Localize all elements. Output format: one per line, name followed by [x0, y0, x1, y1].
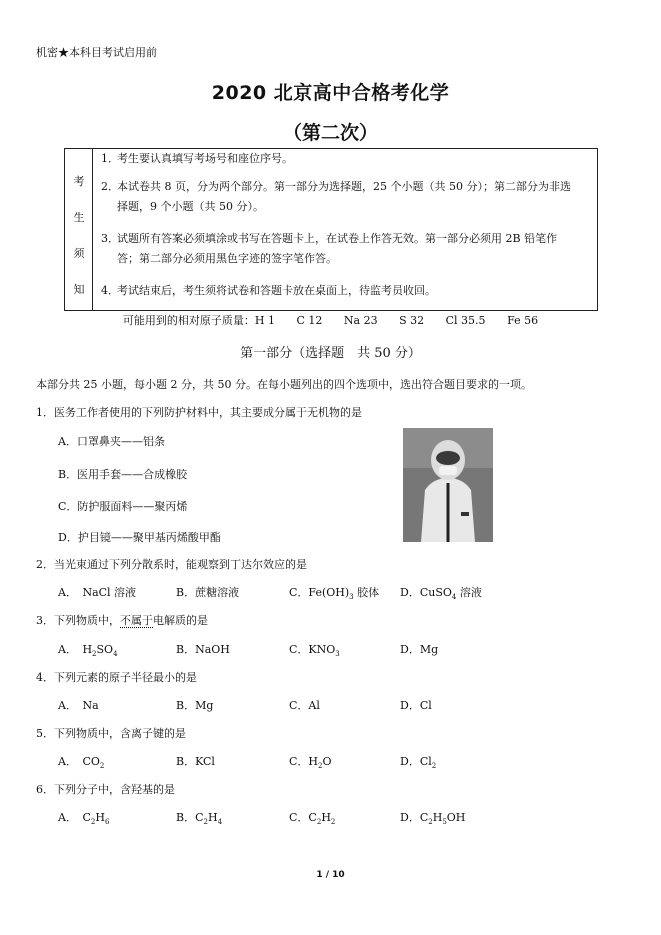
notice-item-number: 1． — [101, 152, 119, 165]
option-tail: H — [321, 811, 331, 824]
notice-heading — [65, 149, 93, 310]
notice-item — [101, 281, 591, 301]
option-subscript: 2 — [92, 650, 97, 659]
option-tail: 胶体 — [353, 586, 380, 599]
option — [289, 753, 332, 770]
notice-item-number: 4． — [101, 284, 119, 297]
option: B．NaOH — [176, 643, 230, 656]
option: D．护目镜——聚甲基丙烯酸甲酯 — [58, 531, 221, 544]
atomic-mass: C 12 — [296, 314, 323, 327]
option — [400, 753, 436, 770]
option — [176, 809, 222, 826]
notice-item — [101, 177, 591, 217]
option-text: C．Fe(OH) — [289, 586, 350, 599]
option-subscript: 2 — [99, 762, 105, 771]
atomic-mass: Na 23 — [343, 314, 378, 327]
option-text: A． CO — [58, 755, 100, 768]
option-subscript: 4 — [451, 593, 457, 602]
option: B．医用手套——合成橡胶 — [58, 468, 188, 481]
notice-item-number: 3． — [101, 232, 119, 245]
confidential-label: 机密★本科目考试启用前 — [36, 46, 157, 59]
option: A． Na — [58, 699, 99, 712]
notice-item-text: 考生要认真填写考场号和座位序号。 — [117, 152, 293, 165]
option-tail: H — [207, 811, 218, 824]
atomic-mass: S 32 — [399, 314, 425, 327]
notice-item-text: 试题所有答案必须填涂或书写在答题卡上，在试卷上作答无效。第一部分必须用 2B 铅笔作 — [117, 232, 558, 245]
option — [289, 584, 379, 601]
page-subtitle: （第二次） — [282, 122, 378, 144]
option-tail: 溶液 — [456, 586, 482, 599]
question-stem: 2．当光束通过下列分散系时，能观察到丁达尔效应的是 — [36, 558, 307, 571]
option: B．Mg — [176, 699, 214, 712]
option: D．Mg — [400, 643, 439, 656]
option: C．Al — [289, 699, 320, 712]
option: B．KCl — [176, 755, 215, 768]
option-tail: H — [95, 811, 105, 824]
atomic-mass: Cl 35.5 — [445, 314, 486, 327]
notice-item-number: 2． — [101, 180, 119, 193]
notice-item-text-cont: 择题，9 个小题（共 50 分）。 — [117, 200, 264, 213]
option-text: A． C — [58, 811, 91, 824]
question-stem: 6．下列分子中，含羟基的是 — [36, 783, 175, 796]
notice-item-text-cont: 答；第二部分必须用黑色字迹的签字笔作答。 — [117, 252, 337, 265]
notice-box — [64, 148, 598, 311]
option-text: C．C — [289, 811, 317, 824]
option-subscript: 2 — [330, 818, 336, 827]
option — [400, 809, 465, 826]
option-subscript: 3 — [335, 650, 340, 659]
option — [58, 809, 109, 826]
option-subscript: 5 — [442, 818, 447, 827]
question-stem: 1．医务工作者使用的下列防护材料中，其主要成分属于无机物的是 — [36, 406, 362, 419]
question-stem: 4．下列元素的原子半径最小的是 — [36, 671, 197, 684]
option-text: C．H — [289, 755, 319, 768]
section-title: 第一部分（选择题 共 50 分） — [240, 346, 421, 361]
section-intro: 本部分共 25 小题，每小题 2 分，共 50 分。在每小题列出的四个选项中，选出符合题目要求的一项。 — [36, 378, 532, 391]
option-tail: SO — [96, 643, 114, 656]
option — [289, 641, 340, 658]
page-title: 2020 北京高中合格考化学 — [211, 82, 450, 104]
option-text: C．KNO — [289, 643, 336, 656]
stem-text: 3．下列物质中， — [36, 614, 120, 627]
atomic-masses-label: 可能用到的相对原子质量：H 1 — [122, 314, 275, 327]
atomic-mass: Fe 56 — [507, 314, 539, 327]
option: A． NaCl 溶液 — [58, 586, 137, 599]
option-text: D．CuSO — [400, 586, 452, 599]
option-subscript: 3 — [349, 593, 354, 602]
question-stem — [36, 612, 208, 628]
notice-head-char: 须 — [73, 247, 85, 260]
option-subscript: 2 — [318, 762, 323, 771]
option-subscript: 2 — [90, 818, 96, 827]
option — [400, 584, 482, 601]
option-text: A． H — [58, 643, 93, 656]
option-subscript: 2 — [431, 762, 437, 771]
option-tail: O — [322, 755, 332, 768]
notice-head-char: 知 — [73, 283, 85, 296]
option-tail: H — [432, 811, 443, 824]
option: A．口罩鼻夹——铝条 — [58, 435, 165, 448]
option: D．Cl — [400, 699, 432, 712]
option-subscript: 2 — [316, 818, 322, 827]
notice-head-char: 生 — [73, 211, 85, 224]
option — [58, 641, 118, 658]
option-text: B．C — [176, 811, 204, 824]
atomic-masses — [0, 312, 661, 328]
notice-item-text: 本试卷共 8 页，分为两个部分。第一部分为选择题，25 个小题（共 50 分）；第二部分为非选 — [117, 180, 571, 193]
page-number: 1 / 10 — [316, 870, 345, 880]
option — [58, 753, 104, 770]
notice-item-text: 考试结束后，考生须将试卷和答题卡放在桌面上，待监考员收回。 — [117, 284, 436, 297]
notice-item — [101, 229, 591, 269]
notice-item — [101, 149, 591, 169]
option-subscript: 6 — [104, 818, 110, 827]
question-stem: 5．下列物质中，含离子键的是 — [36, 727, 186, 740]
option-subscript: 2 — [203, 818, 208, 827]
option-text: D．Cl — [400, 755, 432, 768]
medical-worker-photo — [403, 428, 493, 542]
option-subscript: 4 — [217, 818, 223, 827]
stem-text: 电解质的是 — [153, 614, 208, 627]
option — [289, 809, 335, 826]
option: B．蔗糖溶液 — [176, 586, 240, 599]
option-text: D．C — [400, 811, 429, 824]
option-subscript: 2 — [428, 818, 433, 827]
option-subscript: 4 — [113, 650, 118, 659]
stem-emphasis: 不属于 — [120, 614, 153, 627]
notice-head-char: 考 — [73, 175, 85, 188]
option-tail: OH — [446, 811, 466, 824]
option: C．防护服面料——聚丙烯 — [58, 500, 188, 513]
